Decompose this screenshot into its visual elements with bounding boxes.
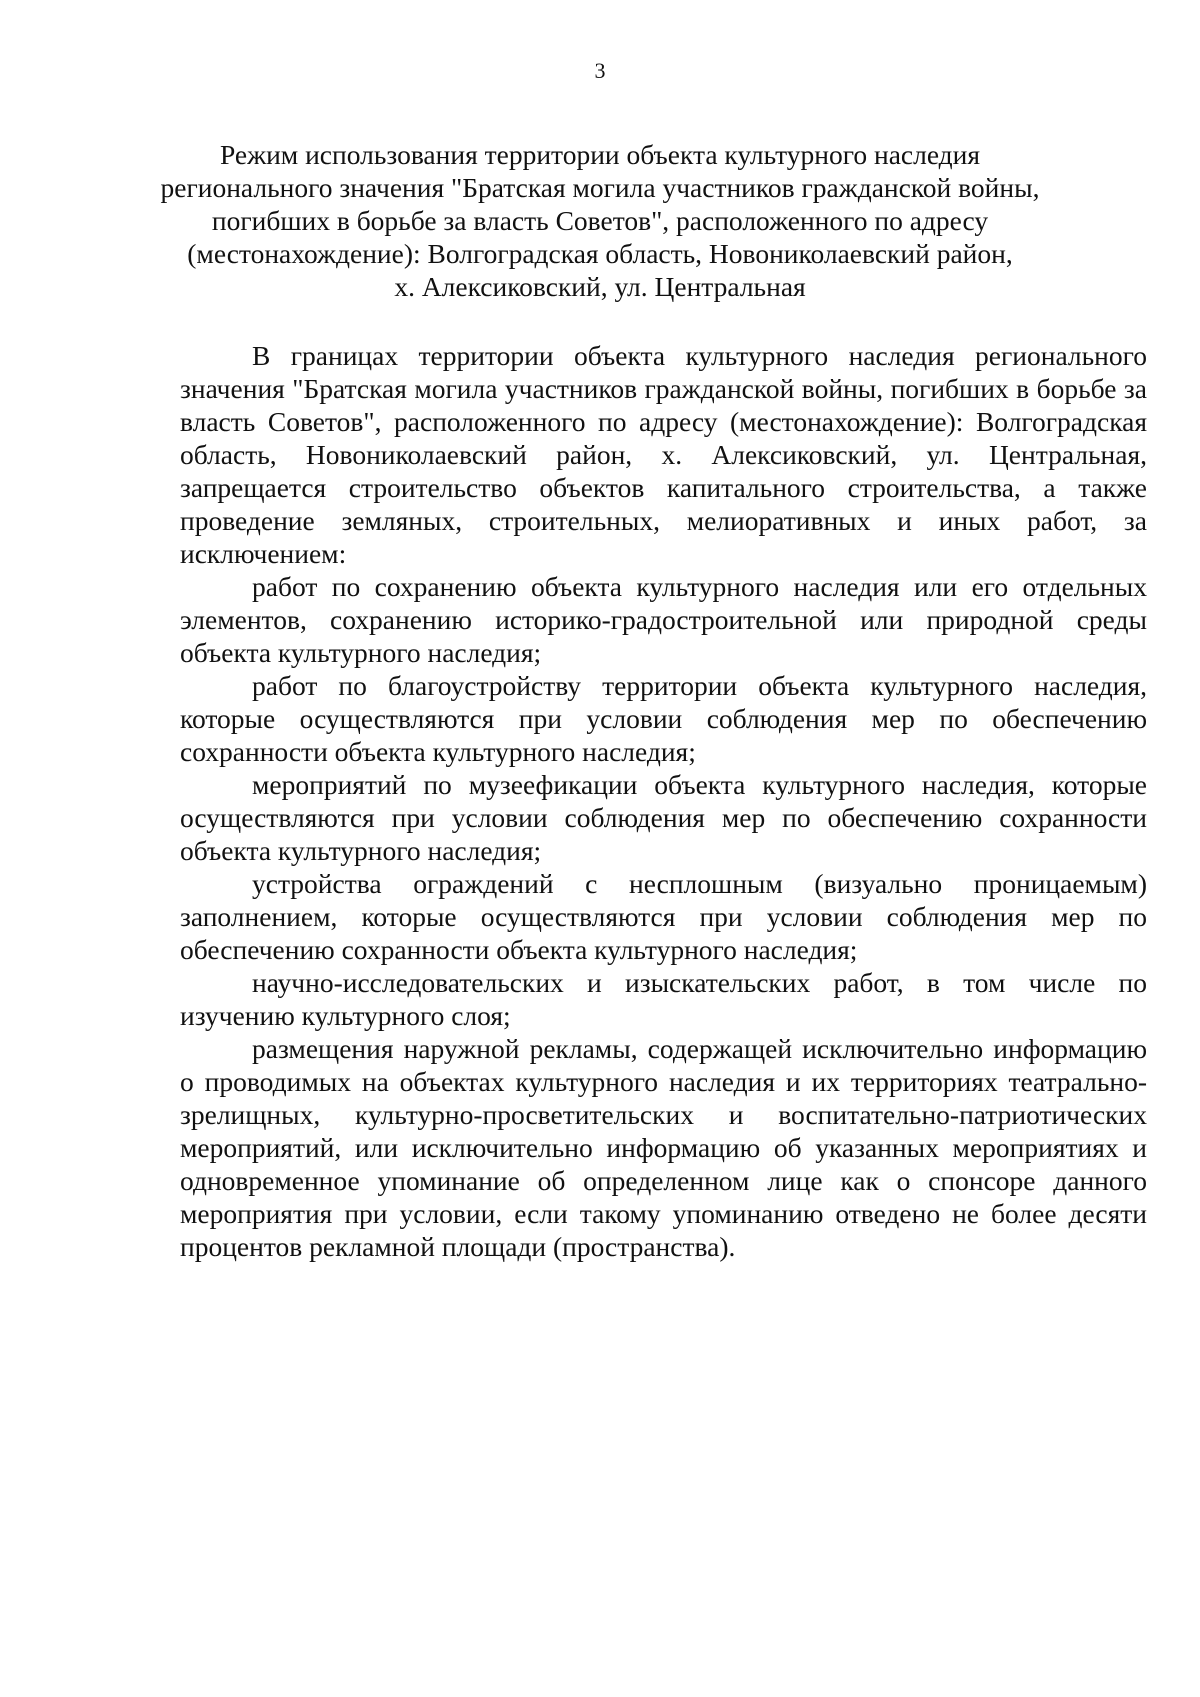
title-line: Режим использования территории объекта культурного наследия <box>219 139 981 170</box>
title-line: погибших в борьбе за власть Советов", расположенного по адресу <box>211 205 989 236</box>
paragraph-item: размещения наружной рекламы, содержащей исключительно информацию о проводимых на объектах культурного наследия и их территориях театрально-зрелищных, культурно-просветительских и воспитательно-патриотических мероприятий, или исключительно информацию об указанных мероприятиях и одновременное упоминание об определенном лице как о спонсоре данного мероприятия при условии, если такому упоминанию отведено не более десяти процентов рекламной площади (пространства). <box>180 1033 1147 1262</box>
paragraph-item: устройства ограждений с несплошным (визуально проницаемым) заполнением, которые осуществляются при условии соблюдения мер по обеспечению сохранности объекта культурного наследия; <box>180 868 1147 965</box>
title-line: регионального значения "Братская могила участников гражданской войны, <box>160 172 1040 203</box>
paragraph-item: работ по сохранению объекта культурного наследия или его отдельных элементов, сохранению историко-градостроительной или природной среды объекта культурного наследия; <box>180 571 1147 668</box>
paragraph-item: мероприятий по музеефикации объекта культурного наследия, которые осуществляются при условии соблюдения мер по обеспечению сохранности объекта культурного наследия; <box>180 769 1147 866</box>
document-body <box>180 339 1147 1263</box>
paragraph-item: работ по благоустройству территории объекта культурного наследия, которые осуществляются при условии соблюдения мер по обеспечению сохранности объекта культурного наследия; <box>180 670 1147 767</box>
paragraph-item: научно-исследовательских и изыскательских работ, в том числе по изучению культурного слоя; <box>180 967 1147 1031</box>
title-line: (местонахождение): Волгоградская область, Новониколаевский район, <box>187 238 1013 269</box>
document-title <box>130 138 1070 303</box>
title-line: х. Алексиковский, ул. Центральная <box>394 271 806 302</box>
page-number: 3 <box>594 58 606 83</box>
paragraph-intro: В границах территории объекта культурного наследия регионального значения "Братская могила участников гражданской войны, погибших в борьбе за власть Советов", расположенного по адресу (местонахождение): Волгоградская область, Новониколаевский район, х. Алексиковский, ул. Центральная, запрещается строительство объектов капитального строительства, а также проведение земляных, строительных, мелиоративных и иных работ, за исключением: <box>180 340 1147 569</box>
